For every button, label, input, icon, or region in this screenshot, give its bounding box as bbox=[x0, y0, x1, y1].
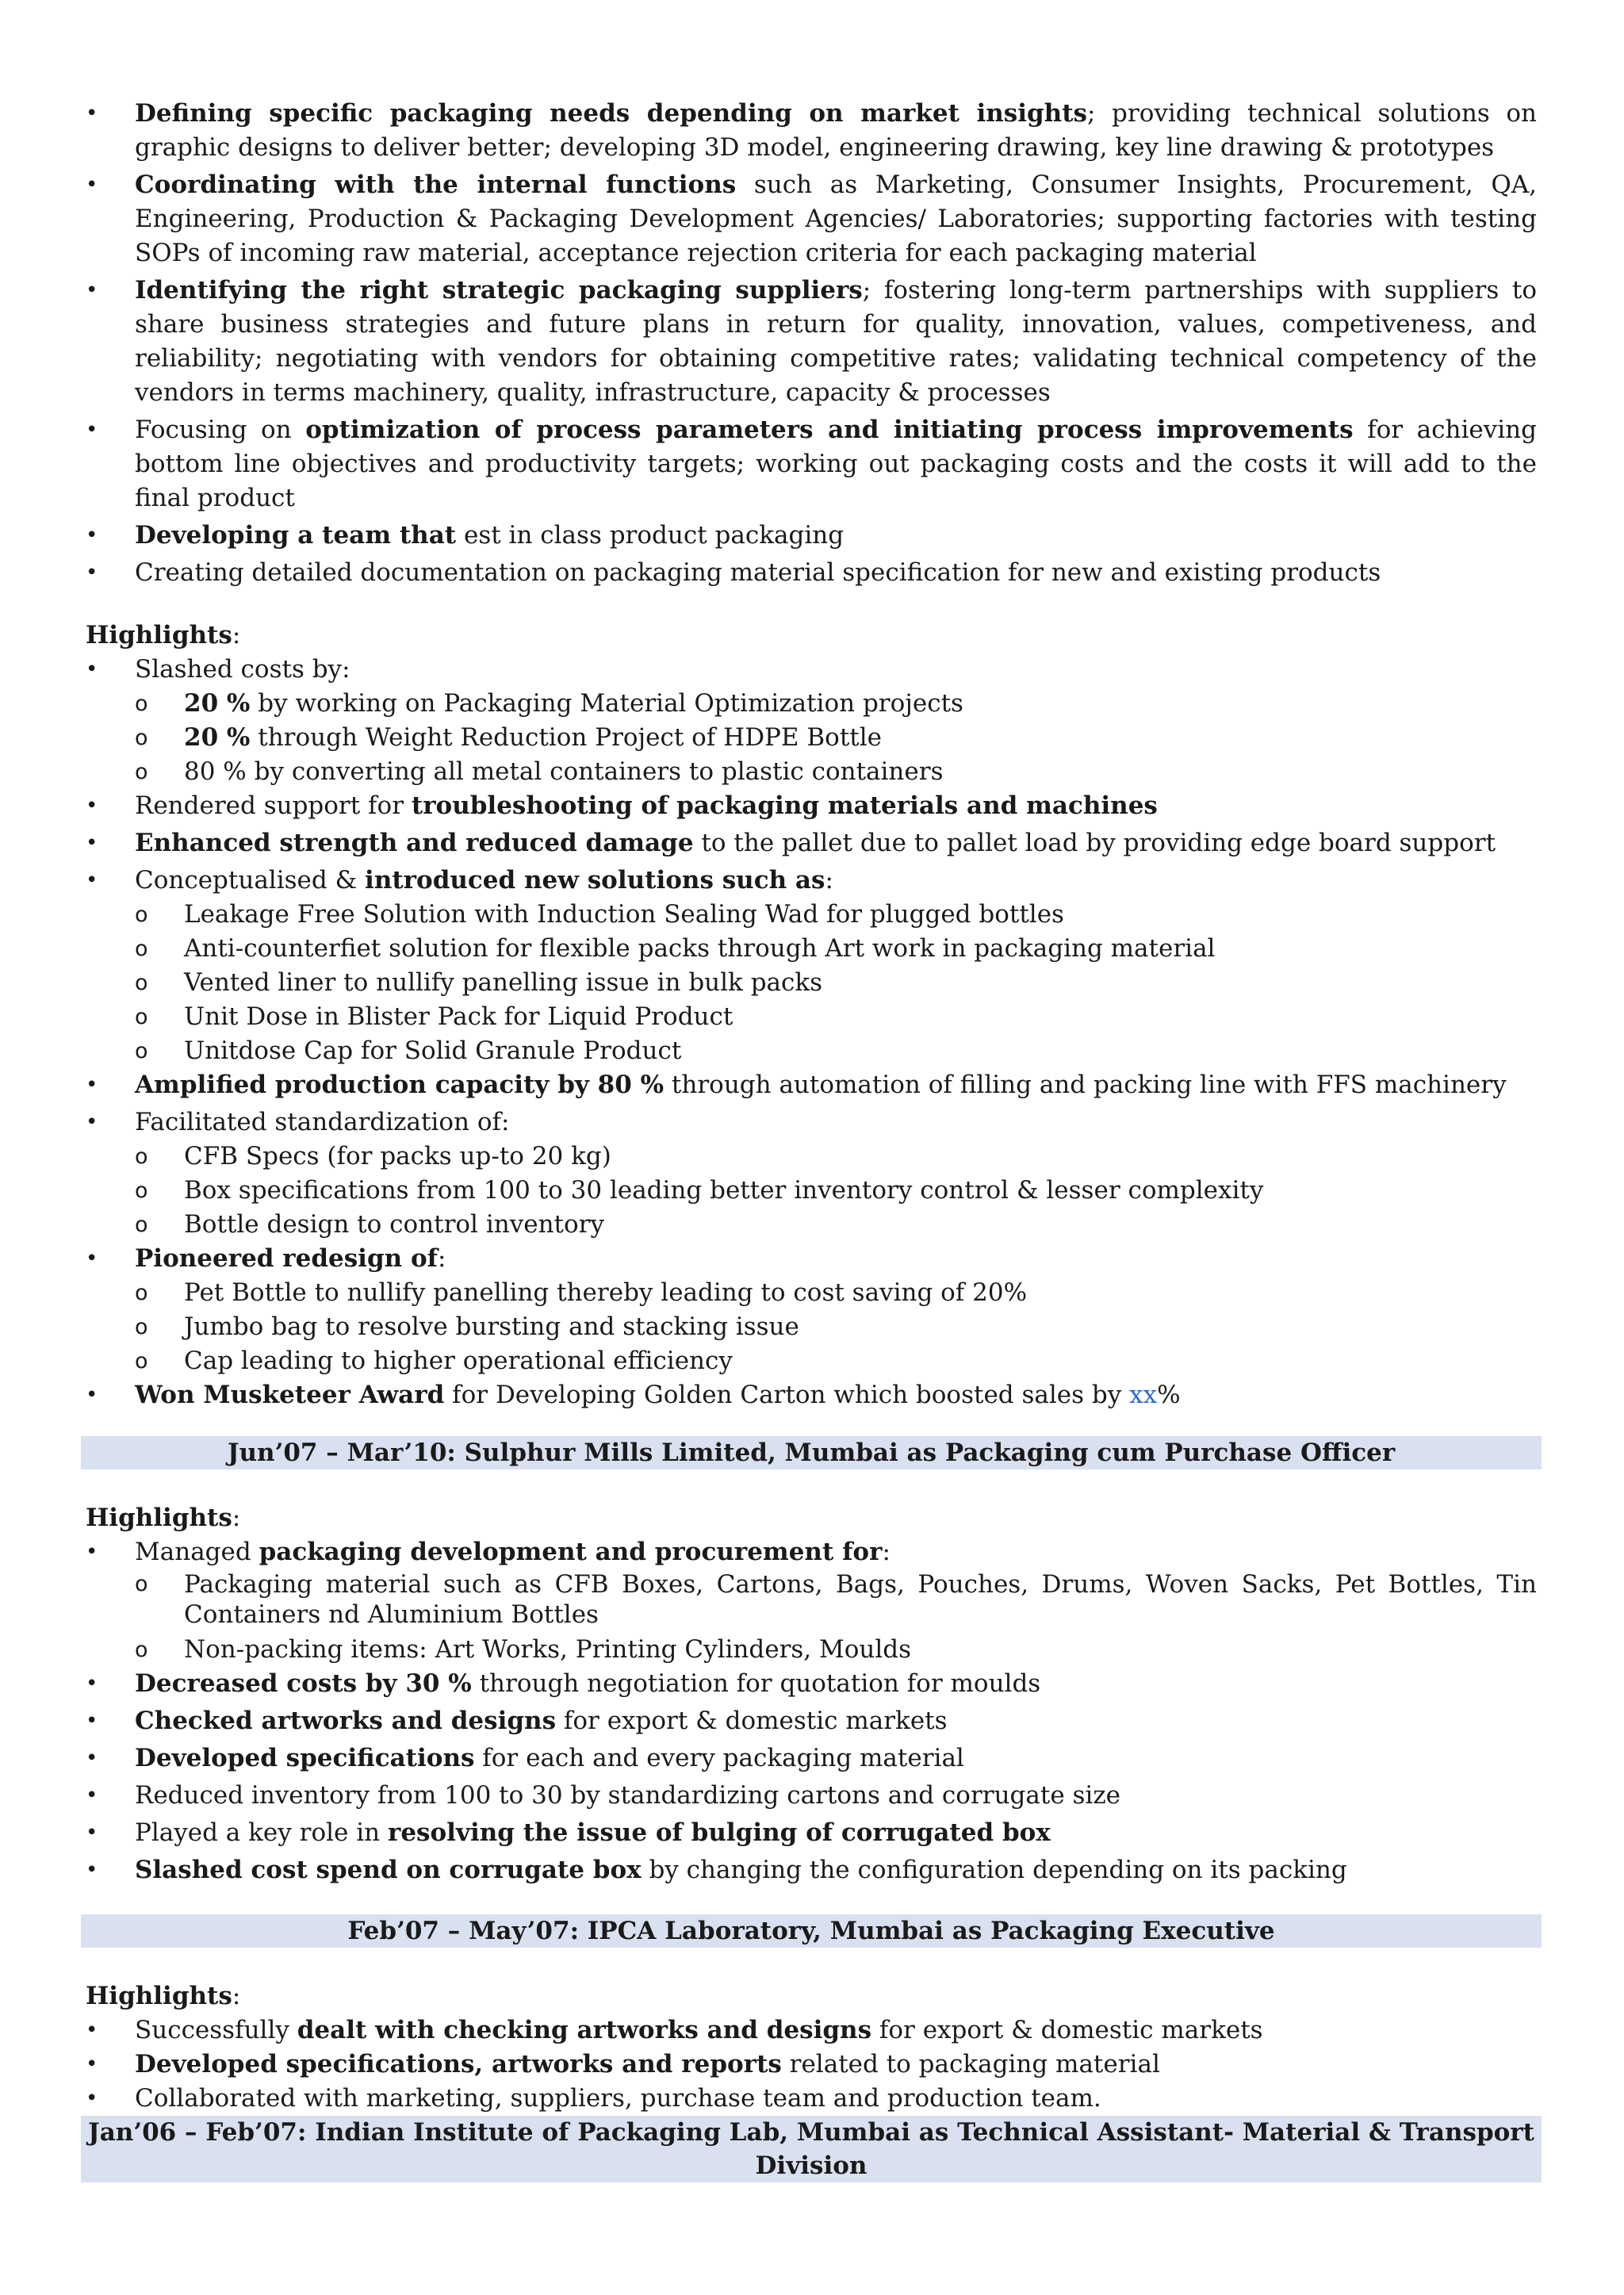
bullet-icon: • bbox=[86, 657, 98, 681]
sub-list-item bbox=[86, 1633, 1537, 1667]
list-item bbox=[86, 1816, 1537, 1850]
colon-text: : bbox=[437, 1244, 446, 1273]
bullet-icon: • bbox=[86, 1709, 98, 1733]
list-item bbox=[86, 653, 1537, 687]
list-item bbox=[86, 413, 1537, 515]
sub-list-item bbox=[86, 1276, 1537, 1310]
item-text: Played a key role in bbox=[135, 1818, 388, 1847]
resume-content bbox=[86, 97, 1537, 2182]
list-item bbox=[86, 1704, 1537, 1738]
list-item bbox=[86, 168, 1537, 270]
item-text: by changing the configuration depending on its packing bbox=[641, 1856, 1347, 1884]
sub-list-item bbox=[86, 1140, 1537, 1174]
list-item bbox=[86, 864, 1537, 898]
standardization-sublist bbox=[86, 1140, 1537, 1242]
highlights-list-cont bbox=[86, 789, 1537, 898]
item-text: Reduced inventory from 100 to 30 by standardizing cartons and corrugate size bbox=[135, 1781, 1121, 1810]
bold-text: optimization of process parameters and initiating process improvements bbox=[305, 416, 1354, 444]
sub-list-item bbox=[86, 1310, 1537, 1344]
sub-list-item bbox=[86, 1208, 1537, 1242]
item-text: to the pallet due to pallet load by providing edge board support bbox=[693, 829, 1496, 857]
highlights-list bbox=[86, 653, 1537, 687]
spacer bbox=[86, 1469, 1537, 1501]
colon-text: : bbox=[232, 621, 241, 649]
item-text: Non-packing items: Art Works, Printing Cylinders, Moulds bbox=[184, 1635, 912, 1664]
highlights-heading bbox=[86, 619, 1537, 653]
sub-list-item bbox=[86, 687, 1537, 721]
item-text: by working on Packaging Material Optimization projects bbox=[250, 689, 963, 718]
bold-text: Amplified production capacity by 80 % bbox=[135, 1071, 665, 1099]
bold-text: resolving the issue of bulging of corrugated box bbox=[387, 1818, 1051, 1847]
colon-text: : bbox=[825, 866, 833, 895]
job3-list bbox=[86, 2013, 1537, 2116]
circle-bullet-icon: o bbox=[135, 1349, 148, 1374]
item-text: for export & domestic markets bbox=[556, 1707, 948, 1735]
item-text: Rendered support for bbox=[135, 791, 412, 820]
bold-text: packaging development and procurement for bbox=[259, 1538, 883, 1566]
list-item bbox=[86, 789, 1537, 823]
list-item bbox=[86, 1535, 1537, 1569]
bullet-icon: • bbox=[86, 1383, 98, 1407]
sub-list-item bbox=[86, 1000, 1537, 1034]
list-item bbox=[86, 1378, 1537, 1412]
spacer bbox=[86, 593, 1537, 619]
spacer bbox=[86, 1948, 1537, 1979]
circle-bullet-icon: o bbox=[135, 760, 148, 784]
item-text: Box specifications from 100 to 30 leading better inventory control & lesser complexity bbox=[184, 1176, 1264, 1205]
job-header-band: Jan’06 – Feb’07: Indian Institute of Packaging Lab, Mumbai as Technical Assistant- Material & Transport Division bbox=[81, 2116, 1542, 2182]
bold-text: Identifying the right strategic packaging suppliers bbox=[135, 276, 863, 305]
item-text: such as Marketing, Consumer Insights, Procurement, QA, Engineering, Production & Packaging Development Agencies/ Laboratories; supporting factories with testing SOPs of incoming raw material, acceptance rejection criteria for each packaging material bbox=[135, 170, 1537, 267]
item-text: related to packaging material bbox=[781, 2050, 1160, 2079]
item-text: Successfully bbox=[135, 2016, 297, 2044]
bullet-icon: • bbox=[86, 2018, 98, 2042]
job2-sublist bbox=[86, 1569, 1537, 1667]
item-text: through automation of filling and packing line with FFS machinery bbox=[664, 1071, 1507, 1099]
bullet-icon: • bbox=[86, 1540, 98, 1564]
highlights-heading bbox=[86, 1979, 1537, 2013]
item-text: Vented liner to nullify panelling issue in bulk packs bbox=[184, 968, 823, 997]
spacer bbox=[86, 1416, 1537, 1436]
item-text: Bottle design to control inventory bbox=[184, 1210, 604, 1239]
circle-bullet-icon: o bbox=[135, 1572, 148, 1596]
circle-bullet-icon: o bbox=[135, 937, 148, 961]
bold-text: Developing a team that bbox=[135, 521, 457, 550]
circle-bullet-icon: o bbox=[135, 692, 148, 716]
item-text: Unitdose Cap for Solid Granule Product bbox=[184, 1036, 682, 1065]
item-text: Managed bbox=[135, 1538, 259, 1566]
list-item bbox=[86, 1242, 1537, 1276]
heading-text: Highlights bbox=[86, 1504, 232, 1532]
bold-text: Enhanced strength and reduced damage bbox=[135, 829, 694, 857]
item-text: Slashed costs by: bbox=[135, 655, 350, 684]
bullet-icon: • bbox=[86, 1672, 98, 1695]
solutions-sublist bbox=[86, 898, 1537, 1068]
item-text: through Weight Reduction Project of HDPE Bottle bbox=[250, 723, 883, 752]
list-item bbox=[86, 1105, 1537, 1140]
redesign-sublist bbox=[86, 1276, 1537, 1378]
bold-text: Defining specific packaging needs depending on market insights bbox=[135, 99, 1087, 128]
circle-bullet-icon: o bbox=[135, 1213, 148, 1237]
sub-list-item bbox=[86, 966, 1537, 1000]
item-text: % bbox=[1157, 1381, 1181, 1409]
item-text: Focusing on bbox=[135, 416, 306, 444]
item-text: for achieving bottom line objectives and productivity targets; working out packaging costs and the costs it will add to the final product bbox=[135, 416, 1537, 512]
bullet-icon: • bbox=[86, 2086, 98, 2110]
job2-list-cont bbox=[86, 1667, 1537, 1887]
bullet-icon: • bbox=[86, 278, 98, 302]
item-text: ; providing technical solutions on graphic designs to deliver better; developing 3D model, engineering drawing, key line drawing & prototypes bbox=[135, 99, 1537, 162]
circle-bullet-icon: o bbox=[135, 726, 148, 750]
bold-text: Pioneered redesign of bbox=[135, 1244, 438, 1273]
item-text: Collaborated with marketing, suppliers, purchase team and production team. bbox=[135, 2084, 1101, 2113]
item-text: Anti-counterfiet solution for flexible packs through Art work in packaging material bbox=[184, 934, 1216, 963]
highlights-list-cont4 bbox=[86, 1378, 1537, 1412]
circle-bullet-icon: o bbox=[135, 1039, 148, 1063]
bullet-icon: • bbox=[86, 418, 98, 442]
bullet-icon: • bbox=[86, 2052, 98, 2076]
bold-text: Slashed cost spend on corrugate box bbox=[135, 1856, 642, 1884]
item-text: Unit Dose in Blister Pack for Liquid Product bbox=[184, 1002, 733, 1031]
placeholder-text: xx bbox=[1129, 1381, 1158, 1409]
bold-text: introduced new solutions such as bbox=[365, 866, 825, 895]
slashed-sublist bbox=[86, 687, 1537, 789]
item-text: CFB Specs (for packs up-to 20 kg) bbox=[184, 1142, 611, 1170]
bold-text: Developed specifications bbox=[135, 1744, 475, 1772]
list-item bbox=[86, 97, 1537, 165]
circle-bullet-icon: o bbox=[135, 1144, 148, 1169]
list-item bbox=[86, 2082, 1537, 2116]
highlights-list-cont2 bbox=[86, 1068, 1537, 1140]
item-text: Cap leading to higher operational efficiency bbox=[184, 1347, 733, 1375]
job-header-band: Jun’07 – Mar’10: Sulphur Mills Limited, Mumbai as Packaging cum Purchase Officer bbox=[81, 1436, 1542, 1469]
highlights-list-cont3 bbox=[86, 1242, 1537, 1276]
circle-bullet-icon: o bbox=[135, 1638, 148, 1662]
item-text: Packaging material such as CFB Boxes, Cartons, Bags, Pouches, Drums, Woven Sacks, Pet Bottles, Tin Containers nd Aluminium Bottles bbox=[184, 1570, 1537, 1629]
job2-list bbox=[86, 1535, 1537, 1569]
bullet-icon: • bbox=[86, 102, 98, 125]
heading-text: Highlights bbox=[86, 621, 232, 649]
colon-text: : bbox=[232, 1504, 241, 1532]
bold-text: 20 % bbox=[184, 723, 251, 752]
circle-bullet-icon: o bbox=[135, 902, 148, 927]
list-item bbox=[86, 2048, 1537, 2082]
list-item bbox=[86, 1068, 1537, 1102]
sub-list-item bbox=[86, 1174, 1537, 1208]
job-header-band: Feb’07 – May’07: IPCA Laboratory, Mumbai as Packaging Executive bbox=[81, 1914, 1542, 1948]
item-text: Conceptualised & bbox=[135, 866, 366, 895]
item-text: Facilitated standardization of: bbox=[135, 1108, 510, 1136]
responsibilities-list bbox=[86, 97, 1537, 590]
highlights-heading bbox=[86, 1501, 1537, 1535]
bullet-icon: • bbox=[86, 1247, 98, 1270]
sub-list-item bbox=[86, 1344, 1537, 1378]
bold-text: troubleshooting of packaging materials and machines bbox=[411, 791, 1158, 820]
bold-text: 20 % bbox=[184, 689, 251, 718]
sub-list-item bbox=[86, 1034, 1537, 1068]
bullet-icon: • bbox=[86, 1821, 98, 1845]
circle-bullet-icon: o bbox=[135, 1315, 148, 1339]
list-item bbox=[86, 826, 1537, 860]
circle-bullet-icon: o bbox=[135, 1281, 148, 1305]
bullet-icon: • bbox=[86, 1746, 98, 1770]
item-text: ; fostering long-term partnerships with suppliers to share business strategies and future plans in return for quality, innovation, values, competiveness, and reliability; negotiating with vendors for obtaining competitive rates; validating technical competency of the vendors in terms machinery, quality, infrastructure, capacity & processes bbox=[135, 276, 1537, 407]
bold-text: Decreased costs by 30 % bbox=[135, 1669, 472, 1698]
item-text: for export & domestic markets bbox=[871, 2016, 1263, 2044]
item-text: for Developing Golden Carton which boosted sales by bbox=[444, 1381, 1130, 1409]
sub-list-item bbox=[86, 755, 1537, 789]
colon-text: : bbox=[232, 1982, 241, 2010]
sub-list-item bbox=[86, 721, 1537, 755]
bullet-icon: • bbox=[86, 1110, 98, 1134]
bold-text: Developed specifications, artworks and reports bbox=[135, 2050, 782, 2079]
item-text: Pet Bottle to nullify panelling thereby leading to cost saving of 20% bbox=[184, 1278, 1028, 1307]
item-text: for each and every packaging material bbox=[474, 1744, 964, 1772]
sub-list-item bbox=[86, 1569, 1537, 1630]
list-item bbox=[86, 1667, 1537, 1701]
list-item bbox=[86, 556, 1537, 590]
heading-text: Highlights bbox=[86, 1982, 232, 2010]
list-item bbox=[86, 1853, 1537, 1887]
bullet-icon: • bbox=[86, 1784, 98, 1807]
bullet-icon: • bbox=[86, 868, 98, 892]
bullet-icon: • bbox=[86, 523, 98, 547]
list-item bbox=[86, 1741, 1537, 1776]
circle-bullet-icon: o bbox=[135, 1005, 148, 1029]
colon-text: : bbox=[882, 1538, 891, 1566]
item-text: Creating detailed documentation on packaging material specification for new and existing products bbox=[135, 558, 1381, 587]
bullet-icon: • bbox=[86, 173, 98, 197]
list-item bbox=[86, 2013, 1537, 2048]
item-text: Leakage Free Solution with Induction Sealing Wad for plugged bottles bbox=[184, 900, 1064, 929]
bullet-icon: • bbox=[86, 561, 98, 584]
circle-bullet-icon: o bbox=[135, 1178, 148, 1203]
item-text: through negotiation for quotation for moulds bbox=[471, 1669, 1041, 1698]
item-text: est in class product packaging bbox=[456, 521, 845, 550]
sub-list-item bbox=[86, 932, 1537, 966]
bullet-icon: • bbox=[86, 1073, 98, 1097]
item-text: 80 % by converting all metal containers to plastic containers bbox=[184, 757, 944, 786]
bullet-icon: • bbox=[86, 831, 98, 855]
bold-text: dealt with checking artworks and designs bbox=[297, 2016, 872, 2044]
circle-bullet-icon: o bbox=[135, 971, 148, 995]
bold-text: Checked artworks and designs bbox=[135, 1707, 557, 1735]
list-item bbox=[86, 1779, 1537, 1813]
sub-list-item bbox=[86, 898, 1537, 932]
list-item bbox=[86, 519, 1537, 553]
spacer bbox=[86, 1891, 1537, 1914]
bullet-icon: • bbox=[86, 794, 98, 818]
list-item bbox=[86, 274, 1537, 410]
bold-text: Coordinating with the internal functions bbox=[135, 170, 737, 199]
item-text: Jumbo bag to resolve bursting and stacking issue bbox=[184, 1312, 799, 1341]
bold-text: Won Musketeer Award bbox=[135, 1381, 445, 1409]
bullet-icon: • bbox=[86, 1858, 98, 1882]
